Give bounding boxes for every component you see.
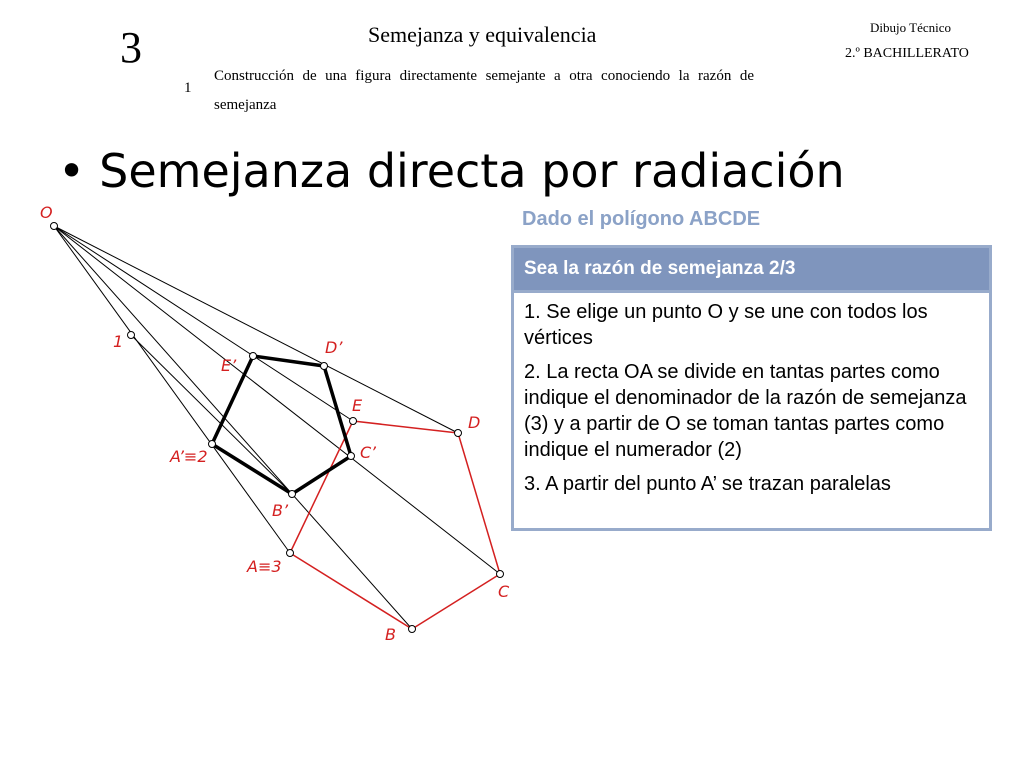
label-A: A≡3 bbox=[247, 557, 282, 576]
point-C-prime bbox=[348, 453, 355, 460]
edge-DE bbox=[353, 421, 458, 433]
point-A bbox=[287, 550, 294, 557]
label-C: C bbox=[498, 582, 510, 601]
instructions-panel bbox=[511, 245, 992, 531]
point-1 bbox=[128, 332, 135, 339]
main-heading-text: Semejanza directa por radiación bbox=[99, 144, 845, 198]
subject-label: Dibujo Técnico bbox=[870, 20, 951, 35]
point-A-prime bbox=[209, 441, 216, 448]
ray-OD bbox=[54, 226, 458, 433]
point-O bbox=[51, 223, 58, 230]
point-D-prime bbox=[321, 363, 328, 370]
given-polygon-label: Dado el polígono ABCDE bbox=[522, 208, 761, 230]
bullet-icon: • bbox=[58, 144, 86, 198]
steps-list bbox=[514, 293, 989, 497]
section-number: 1 bbox=[184, 80, 192, 96]
ray-OB bbox=[54, 226, 412, 629]
ray-OE bbox=[54, 226, 353, 421]
label-E-prime: E’ bbox=[221, 356, 237, 375]
edge-AB bbox=[290, 553, 412, 629]
point-E-prime bbox=[250, 353, 257, 360]
point-E bbox=[350, 418, 357, 425]
edge-CD bbox=[458, 433, 500, 574]
step-item: 3. A partir del punto A’ se trazan paralelas bbox=[524, 473, 891, 495]
point-B-prime bbox=[289, 491, 296, 498]
label-D-prime: D’ bbox=[325, 338, 343, 357]
polygon-ABCDE bbox=[290, 421, 500, 629]
label-1: 1 bbox=[113, 332, 124, 351]
point-B bbox=[409, 626, 416, 633]
label-B-prime: B’ bbox=[272, 501, 289, 520]
label-O: O bbox=[40, 203, 53, 222]
header-title: Semejanza y equivalencia bbox=[368, 22, 597, 47]
label-D: D bbox=[468, 413, 481, 432]
section-title: Construcción de una figura directamente semejante a otra conociendo la razón de semejanza bbox=[214, 68, 754, 113]
ray-OA bbox=[54, 226, 290, 553]
label-B: B bbox=[385, 625, 396, 644]
unit-number: 3 bbox=[120, 23, 142, 72]
course-label: 2.º BACHILLERATO bbox=[845, 46, 969, 61]
edge-BC bbox=[412, 574, 500, 629]
edge-EA bbox=[290, 421, 353, 553]
label-A-prime: A’≡2 bbox=[170, 447, 208, 466]
ratio-header: Sea la razón de semejanza 2/3 bbox=[514, 248, 989, 293]
label-E: E bbox=[352, 396, 363, 415]
point-D bbox=[455, 430, 462, 437]
ray-OC bbox=[54, 226, 500, 574]
step-item: 2. La recta OA se divide en tantas partes como indique el denominador de la razón de semejanza (3) y a partir de O se toman tantas partes como indique el numerador (2) bbox=[524, 361, 967, 461]
step-item: 1. Se elige un punto O y se une con todos los vértices bbox=[524, 301, 928, 349]
point-C bbox=[497, 571, 504, 578]
label-C-prime: C’ bbox=[360, 443, 376, 462]
